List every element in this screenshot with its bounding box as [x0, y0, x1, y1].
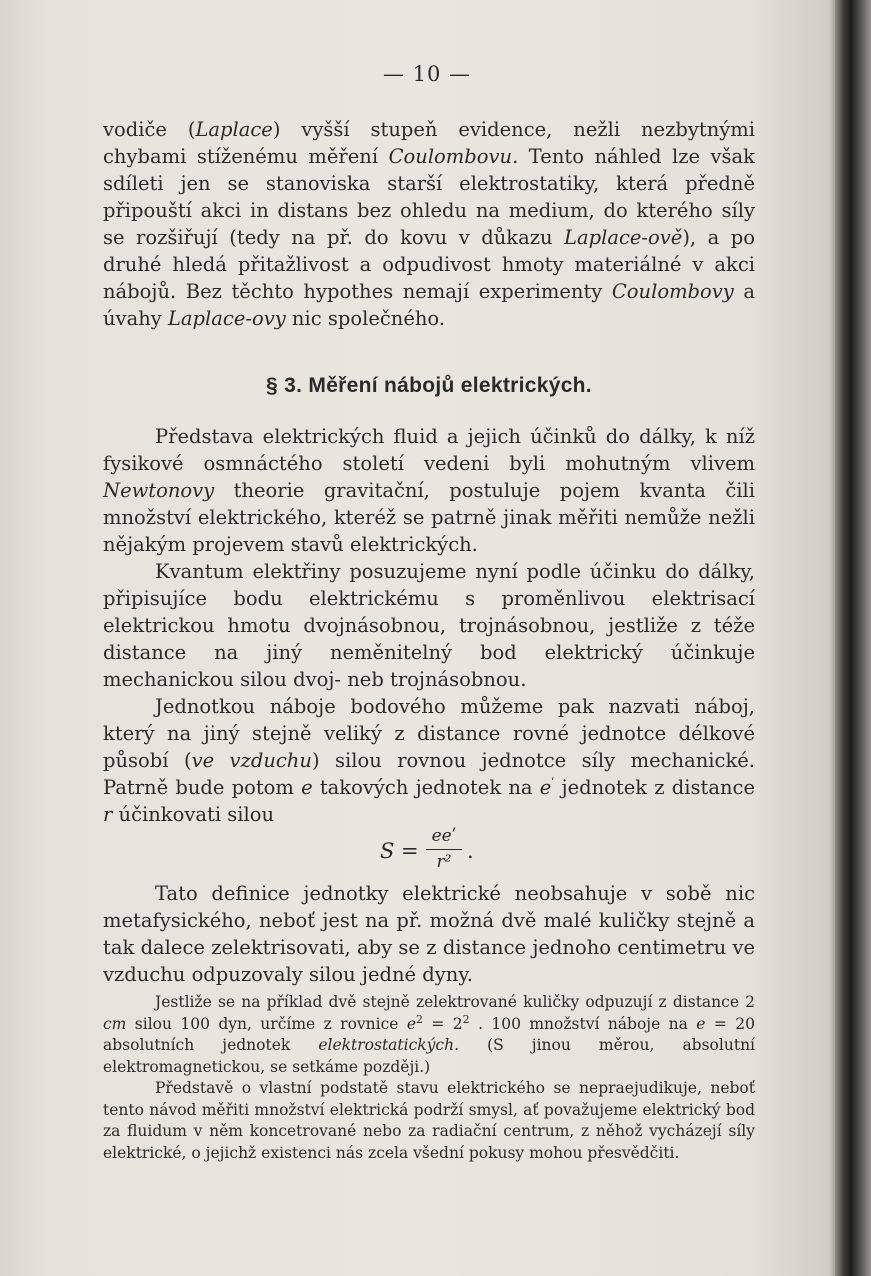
paragraph-2-text: Představa elektrických fluid a jejich účinků do dálky, k níž fysikové osmnáctého století vedeni byli mohutným vlivem Newtonovy theorie gravitační, postuluje pojem kvanta čili množství elektrického, kteréž se patrně jinak měřiti nemůže nežli nějakým projevem stavů elektrických.	[103, 425, 755, 556]
italic-term: Coulombovu.	[388, 145, 519, 168]
italic-term: e	[301, 776, 313, 799]
italic-term: Newtonovy	[103, 479, 215, 502]
paragraph-3-text: Kvantum elektřiny posuzujeme nyní podle účinku do dálky, připisujíce bodu elektrickému s proměnlivou elektrisací elektrickou hmotu dvojnásobnou, trojnásobnou, jestliže z téže distance na jiný neměnitelný bod elektrický účinkuje mechanickou silou dvoj- neb trojnásobnou.	[103, 560, 755, 691]
section-heading: § 3. Měření nábojů elektrických.	[266, 374, 592, 397]
italic-term: r	[103, 803, 113, 826]
paragraph-1-text: vodiče (Laplace) vyšší stupeň evidence, nežli nezbytnými chybami stíženému měření Coulombovu. Tento náhled lze však sdíleti jen se stanoviska starší elektrostatiky, která předně připouští akci in distans bez ohledu na medium, do kterého síly se rozšiřují (tedy na př. do kovu v důkazu Laplace-ově), a po druhé hledá přitažlivost a odpudivost hmoty materiálné v akci nábojů. Bez těchto hypothes nemají experimenty Coulombovy a úvahy Laplace-ovy nic společného.	[103, 118, 756, 330]
italic-term: ve vzduchu	[191, 749, 312, 772]
italic-term: e	[696, 1014, 706, 1033]
coulomb-formula	[380, 826, 520, 876]
italic-term: Coulombovy	[611, 280, 734, 303]
formula-numerator: eeʹ	[431, 826, 457, 846]
paragraph-1	[103, 116, 755, 332]
italic-term: Laplace	[195, 118, 273, 141]
formula-fraction	[424, 826, 464, 872]
formula-lhs: S =	[380, 839, 419, 863]
book-spine	[835, 0, 871, 1276]
italic-term: e	[406, 1014, 417, 1033]
formula-denominator: r²	[436, 852, 452, 872]
superscript: 2	[416, 1012, 424, 1026]
paragraph-2	[103, 423, 755, 828]
fraction-bar	[426, 849, 462, 850]
formula-period: .	[467, 839, 474, 863]
paragraph-5-text: Tato definice jednotky elektrické neobsahuje v sobě nic metafysického, neboť jest na př. možná dvě malé kuličky stejně a tak dalece zelektrisovati, aby se z distance jednoho centimetru ve vzduchu odpuzovaly silou jedné dyny.	[103, 882, 755, 986]
italic-term: cm	[103, 1014, 127, 1033]
note-2-text: Představě o vlastní podstatě stavu elektrického se nepraejudikuje, neboť tento návod měřiti množství elektrická podrží smysl, ať považujeme elektrický bod za fluidum v něm koncetrované nebo za radiační centrum, z něhož vycházejí síly elektrické, o jejichž existenci nás zcela všední pokusy mohou přesvědčiti.	[103, 1079, 755, 1162]
footnote-block	[103, 992, 755, 1164]
page-number: — 10 —	[382, 62, 472, 86]
paragraph-5	[103, 880, 755, 988]
superscript: 2	[462, 1012, 470, 1026]
superscript: ʹ	[551, 776, 555, 790]
italic-term: elektrostatických.	[318, 1036, 460, 1054]
italic-term: e	[539, 776, 552, 799]
italic-term: Laplace-ově	[564, 226, 683, 249]
paragraph-4-text: Jednotkou náboje bodového můžeme pak nazvati náboj, který na jiný stejně veliký z distance rovné jednotce délkové působí (ve vzduchu) silou rovnou jednotce síly mechanické. Patrně bude potom e takových jednotek na $e^ʹ$ jednotek z distance r účinkovati silou	[103, 695, 755, 826]
italic-term: Laplace-ovy	[167, 307, 286, 330]
note-1-text: Jestliže se na příklad dvě stejně zelektrované kuličky odpuzují z distance 2 cm silou 100 dyn, určíme z rovnice $e^2 = 2^2$ . 100 množství náboje na e = 20 absolutních jednotek elektrostatických. (S jinou měrou, absolutní elektromagnetickou, se setkáme později.)	[103, 993, 756, 1076]
